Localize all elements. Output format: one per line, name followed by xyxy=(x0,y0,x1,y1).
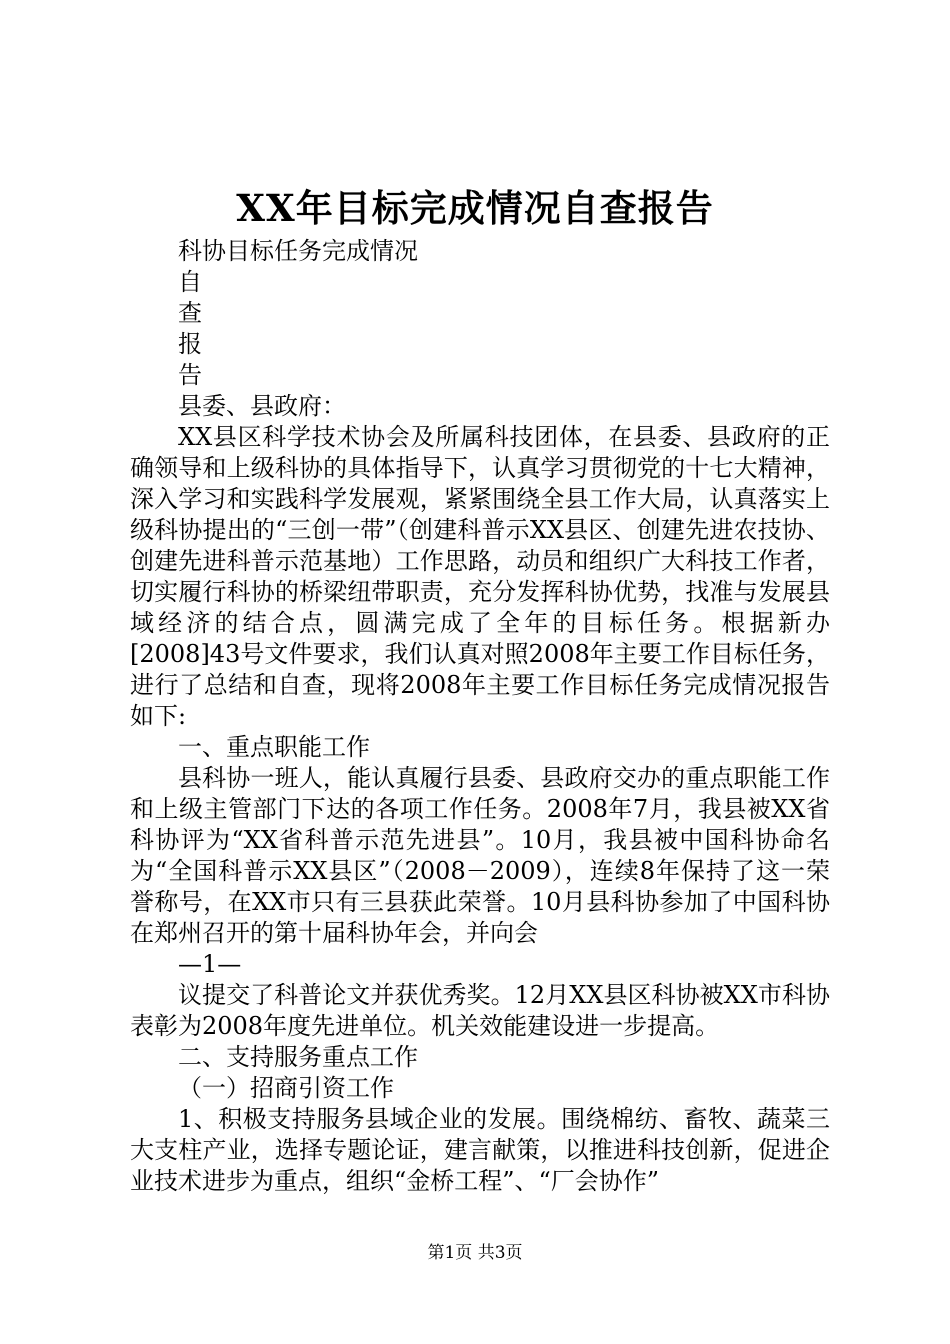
continued-paragraph: 议提交了科普论文并获优秀奖。12月XX县区科协被XX市科协表彰为2008年度先进单位。机关效能建设进一步提高。 xyxy=(130,981,830,1040)
inline-page-number: —1— xyxy=(178,950,242,978)
subtitle-char-2: 查 xyxy=(178,299,202,327)
page-footer: 第1页 共3页 xyxy=(427,1243,523,1263)
subsection-heading-1: （一）招商引资工作 xyxy=(178,1074,394,1102)
intro-paragraph: XX县区科学技术协会及所属科技团体，在县委、县政府的正确领导和上级科协的具体指导下，认真学习贯彻党的十七大精神，深入学习和实践科学发展观，紧紧围绕全县工作大局，认真落实上级科协提出的“三创一带”（创建科普示XX县区、创建先进农技协、创建先进科普示范基地）工作思路，动员和组织广大科技工作者，切实履行科协的桥梁纽带职责，充分发挥科协优势，找准与发展县域经济的结合点，圆满完成了全年的目标任务。根据新办[2008]43号文件要求，我们认真对照2008年主要工作目标任务，进行了总结和自查，现将2008年主要工作目标任务完成情况报告如下: xyxy=(130,423,830,730)
section-heading-2: 二、支持服务重点工作 xyxy=(178,1043,418,1071)
section-1-paragraph: 县科协一班人，能认真履行县委、县政府交办的重点职能工作和上级主管部门下达的各项工作任务。2008年7月，我县被XX省科协评为“XX省科普示范先进县”。10月，我县被中国科协命名为“全国科普示XX县区”（2008－2009），连续8年保持了这一荣誉称号，在XX市只有三县获此荣誉。10月县科协参加了中国科协在郑州召开的第十届科协年会，并向会 xyxy=(130,764,830,947)
document-title: XX年目标完成情况自查报告 xyxy=(236,186,714,230)
subtitle-line: 科协目标任务完成情况 xyxy=(178,237,418,265)
subtitle-char-3: 报 xyxy=(178,330,202,358)
salutation: 县委、县政府： xyxy=(178,392,346,420)
subtitle-char-1: 自 xyxy=(178,268,202,296)
item-1-paragraph: 1、积极支持服务县域企业的发展。围绕棉纺、畜牧、蔬菜三大支柱产业，选择专题论证，建言献策，以推进科技创新，促进企业技术进步为重点，组织“金桥工程”、“厂会协作” xyxy=(130,1105,830,1195)
subtitle-char-4: 告 xyxy=(178,361,202,389)
document-body xyxy=(130,236,830,1197)
section-heading-1: 一、重点职能工作 xyxy=(178,733,370,761)
